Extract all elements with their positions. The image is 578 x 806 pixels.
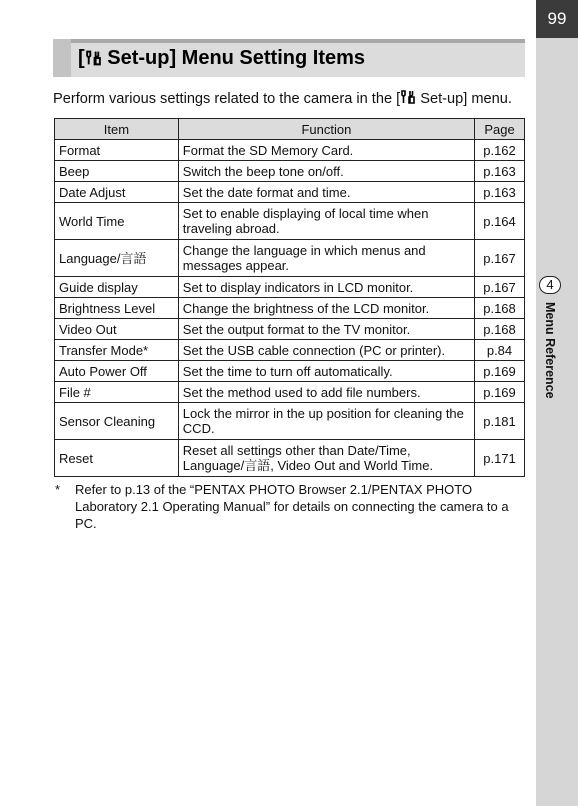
cell-item: Transfer Mode* — [55, 340, 179, 361]
cell-page: p.163 — [475, 161, 525, 182]
table-row — [55, 298, 525, 319]
footnote-text: Refer to p.13 of the “PENTAX PHOTO Browser 2.1/PENTAX PHOTO Laboratory 2.1 Operating Manual” for details on connecting the camera to a PC. — [75, 482, 509, 531]
table-row — [55, 340, 525, 361]
wrench-setup-icon — [400, 90, 416, 104]
cell-function: Switch the beep tone on/off. — [178, 161, 474, 182]
cell-function: Set the time to turn off automatically. — [178, 361, 474, 382]
table-row — [55, 361, 525, 382]
cell-item: World Time — [55, 203, 179, 240]
table-row — [55, 277, 525, 298]
column-header-page: Page — [475, 119, 525, 140]
intro-after: Set-up] menu. — [416, 91, 512, 107]
cell-page: p.181 — [475, 403, 525, 440]
cell-item: Brightness Level — [55, 298, 179, 319]
cell-function: Set to display indicators in LCD monitor. — [178, 277, 474, 298]
cell-function: Format the SD Memory Card. — [178, 140, 474, 161]
cell-item: Beep — [55, 161, 179, 182]
wrench-setup-icon — [85, 50, 102, 66]
column-header-item: Item — [55, 119, 179, 140]
cell-page: p.164 — [475, 203, 525, 240]
cell-function: Change the brightness of the LCD monitor. — [178, 298, 474, 319]
table-header-row — [55, 119, 525, 140]
cell-page: p.84 — [475, 340, 525, 361]
cell-item: Date Adjust — [55, 182, 179, 203]
cell-function: Change the language in which menus and messages appear. — [178, 240, 474, 277]
cell-item: Sensor Cleaning — [55, 403, 179, 440]
setup-menu-table — [54, 118, 525, 477]
cell-item: Video Out — [55, 319, 179, 340]
intro-before: Perform various settings related to the camera in the [ — [53, 91, 401, 107]
cell-item: Guide display — [55, 277, 179, 298]
cell-page: p.171 — [475, 440, 525, 477]
cell-page: p.167 — [475, 240, 525, 277]
table-row — [55, 203, 525, 240]
cell-page: p.168 — [475, 319, 525, 340]
chapter-number-badge: 4 — [539, 276, 561, 294]
cell-page: p.169 — [475, 382, 525, 403]
cell-page: p.162 — [475, 140, 525, 161]
cell-function: Set the output format to the TV monitor. — [178, 319, 474, 340]
table-row — [55, 382, 525, 403]
cell-function: Set the USB cable connection (PC or printer). — [178, 340, 474, 361]
cell-item: Auto Power Off — [55, 361, 179, 382]
intro-paragraph — [53, 90, 512, 107]
heading-accent — [53, 39, 71, 77]
cell-item: Reset — [55, 440, 179, 477]
cell-page: p.169 — [475, 361, 525, 382]
cell-function: Reset all settings other than Date/Time, Language/言語, Video Out and World Time. — [178, 440, 474, 477]
table-row — [55, 240, 525, 277]
cell-function: Set the date format and time. — [178, 182, 474, 203]
cell-item: Language/言語 — [55, 240, 179, 277]
cell-item: Format — [55, 140, 179, 161]
table-row — [55, 440, 525, 477]
cell-page: p.168 — [475, 298, 525, 319]
cell-page: p.163 — [475, 182, 525, 203]
cell-function: Set to enable displaying of local time when traveling abroad. — [178, 203, 474, 240]
cell-function: Set the method used to add file numbers. — [178, 382, 474, 403]
table-row — [55, 319, 525, 340]
cell-function: Lock the mirror in the up position for cleaning the CCD. — [178, 403, 474, 440]
chapter-title: Menu Reference — [543, 302, 557, 399]
cell-item: File # — [55, 382, 179, 403]
column-header-function: Function — [178, 119, 474, 140]
page-number: 99 — [536, 0, 578, 38]
table-row — [55, 403, 525, 440]
title-prefix: [ — [78, 47, 85, 69]
table-row — [55, 182, 525, 203]
table-row — [55, 140, 525, 161]
footnote-mark: * — [55, 482, 61, 497]
table-row — [55, 161, 525, 182]
page-title — [78, 47, 365, 70]
title-suffix: Set-up] Menu Setting Items — [101, 47, 366, 69]
cell-page: p.167 — [475, 277, 525, 298]
